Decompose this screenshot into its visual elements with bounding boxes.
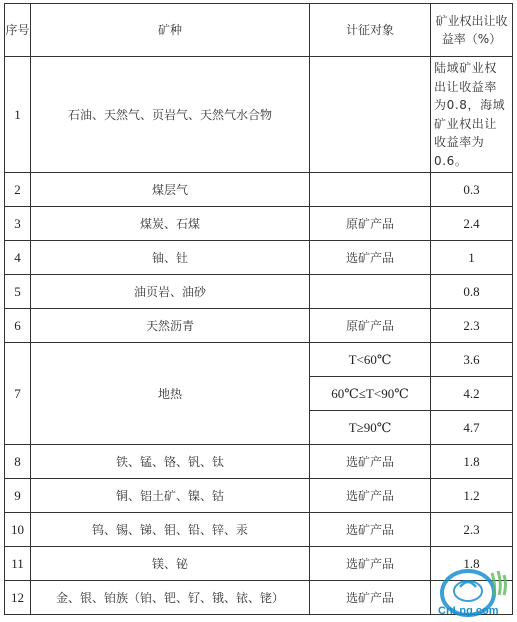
row-rate: 4.2 — [431, 377, 513, 411]
header-index: 序号 — [5, 4, 31, 57]
row-mineral: 金、银、铂族（铂、钯、钌、锇、铱、铑） — [31, 581, 310, 615]
row-index: 12 — [5, 581, 31, 615]
table-row — [5, 241, 513, 275]
row-mineral: 镁、铋 — [31, 547, 310, 581]
row-index: 7 — [5, 343, 31, 445]
row-mineral: 钨、锡、锑、钼、铅、锌、汞 — [31, 513, 310, 547]
row-basis: 原矿产品 — [310, 207, 431, 241]
table-row — [5, 513, 513, 547]
row-mineral: 天然沥青 — [31, 309, 310, 343]
table-row — [5, 275, 513, 309]
row-mineral: 煤层气 — [31, 173, 310, 207]
row-basis — [310, 275, 431, 309]
table-row — [5, 479, 513, 513]
row-mineral: 铁、锰、铬、钒、钛 — [31, 445, 310, 479]
header-mineral: 矿种 — [31, 4, 310, 57]
row-mineral: 铀、钍 — [31, 241, 310, 275]
row-basis: 选矿产品 — [310, 581, 431, 615]
row-index: 5 — [5, 275, 31, 309]
row-basis — [310, 173, 431, 207]
row-index: 8 — [5, 445, 31, 479]
row-basis: 选矿产品 — [310, 513, 431, 547]
watermark-text: CnLng.com — [438, 605, 499, 617]
row-rate: 2.3 — [431, 513, 513, 547]
row-index: 3 — [5, 207, 31, 241]
table-row — [5, 343, 513, 377]
table-row — [5, 309, 513, 343]
row-basis: T<60℃ — [310, 343, 431, 377]
cnlng-watermark-logo — [430, 567, 514, 619]
row-rate: 1 — [431, 241, 513, 275]
row-mineral: 油页岩、油砂 — [31, 275, 310, 309]
row-basis: 选矿产品 — [310, 547, 431, 581]
row-index: 9 — [5, 479, 31, 513]
row-index: 4 — [5, 241, 31, 275]
row-rate: 3.6 — [431, 343, 513, 377]
row-rate: 0.8 — [431, 275, 513, 309]
row-index: 6 — [5, 309, 31, 343]
row-basis — [310, 57, 431, 173]
row-basis: 选矿产品 — [310, 445, 431, 479]
row-rate: 2.4 — [431, 207, 513, 241]
table-header-row — [5, 4, 513, 57]
row-rate: 2.3 — [431, 309, 513, 343]
row-mineral: 煤炭、石煤 — [31, 207, 310, 241]
row-index: 11 — [5, 547, 31, 581]
row-basis: 原矿产品 — [310, 309, 431, 343]
table-row — [5, 57, 513, 173]
header-basis: 计征对象 — [310, 4, 431, 57]
row-index: 10 — [5, 513, 31, 547]
row-rate: 0.3 — [431, 173, 513, 207]
row-rate: 4.7 — [431, 411, 513, 445]
header-rate: 矿业权出让收益率（%） — [431, 4, 513, 57]
row-basis: T≥90℃ — [310, 411, 431, 445]
row-mineral: 地热 — [31, 343, 310, 445]
row-basis: 60℃≤T<90℃ — [310, 377, 431, 411]
row-rate: 1.8 — [431, 445, 513, 479]
mineral-rate-table — [4, 3, 513, 615]
row-mineral: 石油、天然气、页岩气、天然气水合物 — [31, 57, 310, 173]
row-basis: 选矿产品 — [310, 479, 431, 513]
table-row — [5, 445, 513, 479]
row-basis: 选矿产品 — [310, 241, 431, 275]
row-rate: 陆域矿业权出让收益率为0.8，海域矿业权出让收益率为0.6。 — [431, 57, 513, 173]
table-row — [5, 207, 513, 241]
row-rate: 1.2 — [431, 479, 513, 513]
row-rate: 1.8 — [431, 547, 513, 581]
row-index: 2 — [5, 173, 31, 207]
table-row — [5, 173, 513, 207]
row-mineral: 铜、铝土矿、镍、钴 — [31, 479, 310, 513]
row-index: 1 — [5, 57, 31, 173]
